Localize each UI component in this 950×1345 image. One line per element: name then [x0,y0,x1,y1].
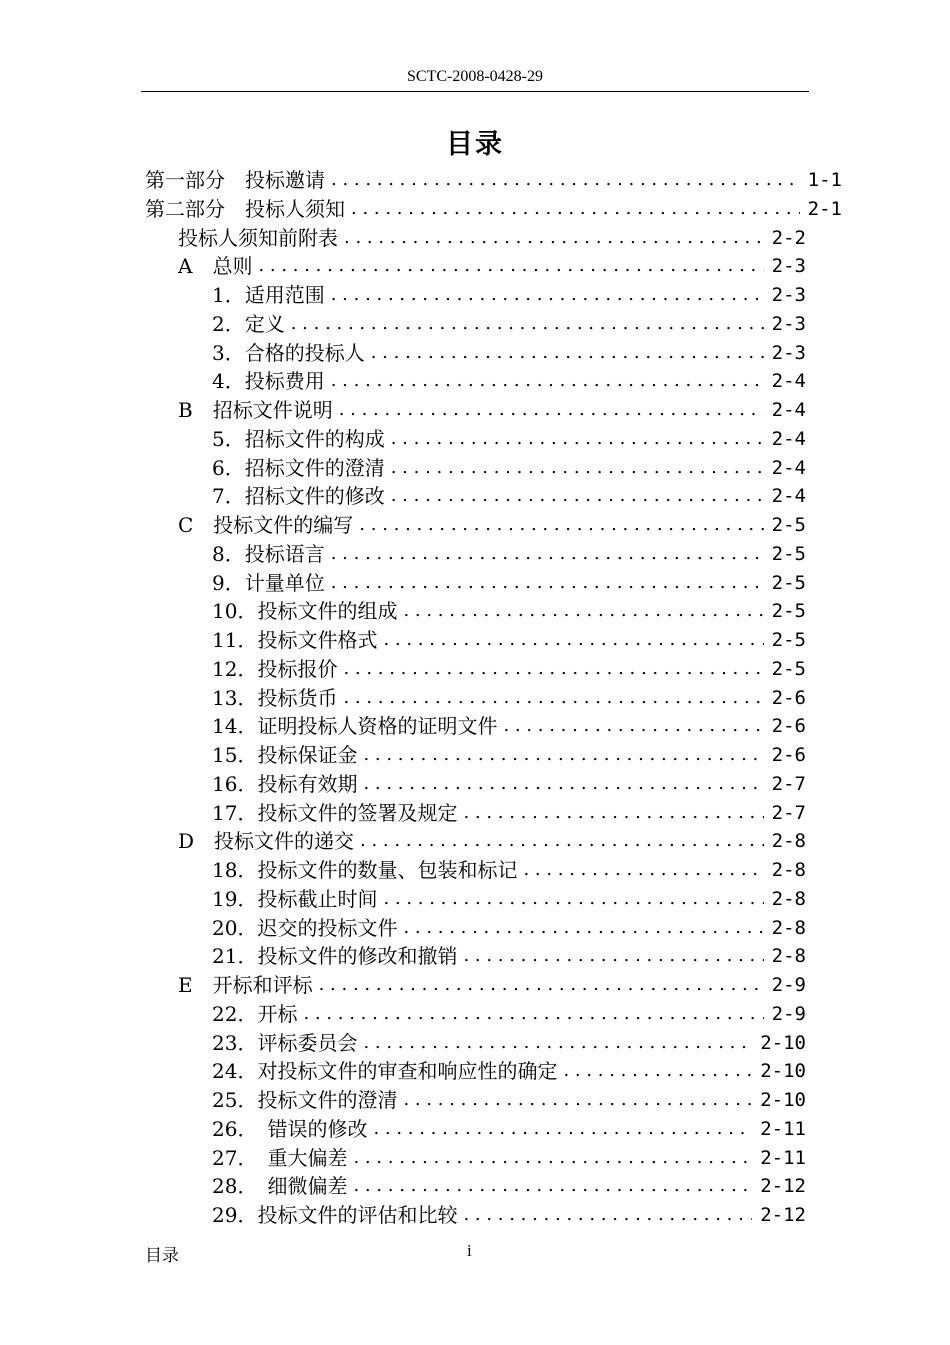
toc-entry[interactable] [212,1086,806,1114]
toc-dot-leader [391,454,764,482]
toc-entry-label: 19．投标截止时间 [212,886,378,911]
toc-dot-leader [463,942,763,970]
toc-entry-page: 2-3 [771,341,806,364]
toc-entry-page: 2-5 [771,571,806,594]
toc-entry-label: 20．迟交的投标文件 [212,915,398,940]
toc-entry-label: 17．投标文件的签署及规定 [212,800,458,825]
toc-dot-leader [353,1144,752,1172]
toc-entry-page: 2-11 [760,1146,806,1169]
toc-entry-label: 2．定义 [212,311,285,336]
toc-entry-label: 28． 细微偏差 [212,1174,348,1199]
toc-entry[interactable] [212,425,806,453]
toc-dot-leader [331,569,764,597]
toc-entry[interactable] [212,770,806,798]
document-header-code: SCTC-2008-0428-29 [407,68,543,85]
toc-dot-leader [331,540,764,568]
toc-dot-leader [339,396,764,424]
toc-dot-leader [353,1172,752,1200]
toc-entry-label: 9．计量单位 [212,570,325,595]
toc-dot-leader [343,684,763,712]
toc-dot-leader [371,339,764,367]
toc-dot-leader [403,597,763,625]
toc-dot-leader [363,741,763,769]
toc-entry-label: 10．投标文件的组成 [212,599,398,624]
toc-entry-label: 26． 错误的修改 [212,1116,368,1141]
toc-entry-label: B 招标文件说明 [178,398,333,422]
toc-entry-label: 3．合格的投标人 [212,340,365,365]
toc-entry-page: 2-3 [771,284,806,306]
toc-dot-leader [403,914,763,942]
toc-entry-page: 2-9 [771,974,806,996]
toc-entry[interactable] [178,396,806,424]
toc-entry[interactable] [212,367,806,395]
toc-entry-label: 18．投标文件的数量、包装和标记 [212,858,518,882]
toc-entry[interactable] [212,281,806,309]
toc-entry-page: 2-4 [771,485,806,508]
toc-entry[interactable] [212,1144,806,1172]
toc-dot-leader [331,166,800,194]
toc-entry-page: 2-8 [771,945,806,968]
toc-entry-label: 16．投标有效期 [212,771,358,796]
toc-entry-label: C 投标文件的编写 [178,513,354,537]
toc-entry-label: 24．对投标文件的审查和响应性的确定 [212,1059,558,1084]
toc-entry-page: 2-10 [760,1089,806,1111]
toc-entry[interactable] [212,799,806,827]
toc-dot-leader [291,310,764,338]
toc-entry-label: 22．开标 [212,1001,298,1026]
toc-entry-label: 1．适用范围 [212,283,325,307]
toc-dot-leader [343,655,763,683]
toc-entry-page: 2-10 [760,1031,806,1054]
toc-entry-page: 2-4 [771,427,806,450]
toc-entry-label: 29．投标文件的评估和比较 [212,1203,458,1227]
toc-entry-page: 2-5 [771,600,806,623]
toc-entry[interactable] [212,1201,806,1229]
page-title: 目录 [446,129,504,160]
toc-entry[interactable] [212,1115,806,1143]
toc-dot-leader [258,252,763,280]
toc-entry-page: 2-3 [771,312,806,335]
toc-entry-label: 4．投标费用 [212,369,325,394]
toc-entry-page: 2-10 [760,1060,806,1083]
toc-entry-label: 11．投标文件格式 [212,628,378,652]
toc-entry[interactable] [145,195,842,223]
toc-entry[interactable] [212,712,806,740]
toc-dot-leader [331,367,764,395]
toc-dot-leader [373,1115,752,1143]
toc-entry-label: 15．投标保证金 [212,743,358,767]
toc-entry-label: 13．投标货币 [212,685,338,710]
toc-entry-label: 21．投标文件的修改和撤销 [212,944,458,969]
toc-entry[interactable] [212,1000,806,1028]
toc-entry-page: 2-6 [771,744,806,766]
toc-entry[interactable] [178,252,806,280]
toc-entry-label: 8．投标语言 [212,541,325,566]
toc-entry-page: 2-1 [807,197,842,220]
toc-entry-page: 1-1 [807,169,842,191]
toc-entry-page: 2-3 [771,255,806,278]
toc-entry-label: 12．投标报价 [212,656,338,681]
toc-entry-page: 2-4 [771,399,806,421]
toc-entry[interactable] [212,482,806,510]
toc-entry[interactable] [212,1172,806,1200]
toc-entry-page: 2-5 [771,542,806,565]
toc-entry-label: 投标人须知前附表 [178,225,338,250]
toc-dot-leader [383,885,763,913]
toc-dot-leader [463,1201,752,1229]
toc-dot-leader [359,511,763,539]
toc-dot-leader [351,195,800,223]
toc-dot-leader [463,799,763,827]
toc-entry[interactable] [212,454,806,482]
toc-entry-page: 2-6 [771,686,806,709]
toc-entry[interactable] [212,569,806,597]
toc-dot-leader [563,1057,752,1085]
toc-entry-page: 2-4 [771,370,806,393]
toc-entry-page: 2-8 [771,916,806,939]
toc-entry[interactable] [212,856,806,884]
toc-entry[interactable] [212,942,806,970]
toc-entry-page: 2-8 [771,887,806,910]
toc-entry-page: 2-5 [771,629,806,651]
toc-entry-label: 5．招标文件的构成 [212,426,385,451]
toc-entry-page: 2-12 [760,1204,806,1226]
toc-entry-page: 2-6 [771,715,806,738]
toc-dot-leader [523,856,763,884]
toc-entry-label: 第二部分 投标人须知 [145,196,345,221]
toc-entry-page: 2-9 [771,1002,806,1025]
header-rule [141,91,809,92]
toc-dot-leader [391,425,764,453]
toc-entry[interactable] [212,540,806,568]
toc-entry-page: 2-11 [760,1117,806,1140]
toc-entry-label: 25．投标文件的澄清 [212,1088,398,1112]
toc-entry-label: E 开标和评标 [178,973,313,997]
toc-entry[interactable] [178,971,806,999]
toc-dot-leader [363,1029,752,1057]
toc-entry[interactable] [178,224,806,252]
toc-entry-label: 27． 重大偏差 [212,1145,348,1170]
toc-entry[interactable] [212,1057,806,1085]
toc-dot-leader [319,971,764,999]
toc-entry-label: 第一部分 投标邀请 [145,168,325,192]
toc-dot-leader [403,1086,752,1114]
toc-entry[interactable] [178,511,806,539]
toc-entry-label: D 投标文件的递交 [178,829,355,854]
toc-dot-leader [331,281,764,309]
toc-entry-page: 2-5 [771,657,806,680]
toc-entry-page: 2-4 [771,456,806,479]
toc-entry[interactable] [212,310,806,338]
toc-entry-label: 7．招标文件的修改 [212,484,385,509]
toc-entry-page: 2-8 [771,830,806,853]
toc-dot-leader [360,827,764,855]
toc-entry[interactable] [212,914,806,942]
toc-dot-leader [503,712,763,740]
toc-entry-page: 2-7 [771,801,806,824]
toc-entry-page: 2-2 [771,226,806,249]
toc-entry[interactable] [178,827,806,855]
toc-entry-page: 2-8 [771,859,806,881]
toc-entry-label: 14．证明投标人资格的证明文件 [212,714,498,739]
toc-dot-leader [363,770,763,798]
toc-entry-page: 2-7 [771,772,806,795]
footer-section-label: 目录 [145,1246,179,1266]
toc-entry[interactable] [212,655,806,683]
toc-entry[interactable] [212,626,806,654]
toc-entry[interactable] [212,597,806,625]
toc-entry[interactable] [212,741,806,769]
toc-entry[interactable] [212,885,806,913]
toc-dot-leader [383,626,763,654]
toc-entry[interactable] [212,1029,806,1057]
toc-entry-label: A 总则 [178,254,253,279]
toc-entry-label: 23．评标委员会 [212,1030,358,1055]
toc-entry-page: 2-5 [771,514,806,536]
toc-entry[interactable] [212,684,806,712]
toc-dot-leader [303,1000,763,1028]
toc-entry[interactable] [145,166,842,194]
toc-dot-leader [391,482,764,510]
toc-entry-page: 2-12 [760,1175,806,1198]
toc-entry-label: 6．招标文件的澄清 [212,455,385,480]
footer-page-number: i [467,1241,472,1260]
toc-dot-leader [344,224,764,252]
toc-entry[interactable] [212,339,806,367]
